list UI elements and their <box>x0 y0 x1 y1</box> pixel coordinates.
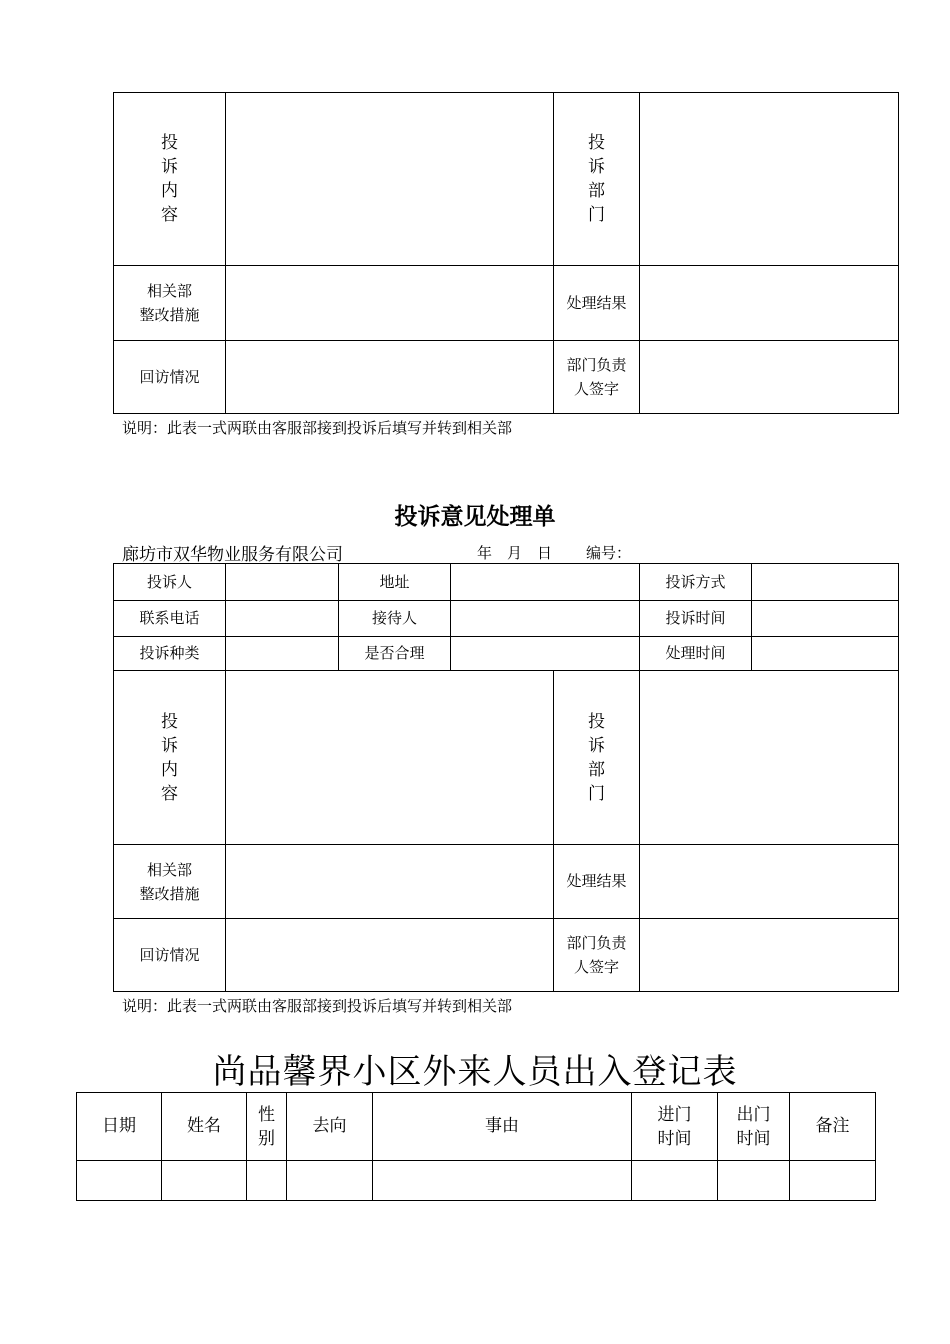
complaint-detail-table <box>113 670 899 992</box>
complaint-form-top-table <box>113 92 899 414</box>
complaint-time-label: 投诉时间 <box>640 601 752 637</box>
header-gender: 性 别 <box>247 1093 287 1161</box>
remarks-cell[interactable] <box>790 1161 876 1201</box>
header-remarks: 备注 <box>790 1093 876 1161</box>
result-field[interactable] <box>640 845 899 919</box>
followup-field[interactable] <box>226 341 554 414</box>
result-label: 处理结果 <box>554 266 640 341</box>
complainant-field[interactable] <box>226 564 339 601</box>
rectify-field[interactable] <box>226 845 554 919</box>
followup-field[interactable] <box>226 919 554 992</box>
header-destination: 去向 <box>287 1093 373 1161</box>
complaint-type-field[interactable] <box>226 637 339 671</box>
in-time-cell[interactable] <box>632 1161 718 1201</box>
header-reason: 事由 <box>373 1093 632 1161</box>
complaint-dept-field[interactable] <box>640 93 899 266</box>
reason-cell[interactable] <box>373 1161 632 1201</box>
complaint-type-label: 投诉种类 <box>114 637 226 671</box>
complaint-content-field[interactable] <box>226 671 554 845</box>
rectify-field[interactable] <box>226 266 554 341</box>
phone-field[interactable] <box>226 601 339 637</box>
complaint-dept-label: 投诉部门 <box>554 93 640 266</box>
handle-time-label: 处理时间 <box>640 637 752 671</box>
register-title: 尚品馨界小区外来人员出入登记表 <box>212 1052 738 1092</box>
visitor-register-table <box>76 1092 876 1201</box>
complainant-label: 投诉人 <box>114 564 226 601</box>
form-note: 说明：此表一式两联由客服部接到投诉后填写并转到相关部 <box>122 997 513 1015</box>
sign-label: 部门负责 人签字 <box>554 341 640 414</box>
number-label: 编号： <box>586 544 632 562</box>
reasonable-label: 是否合理 <box>339 637 451 671</box>
handle-time-field[interactable] <box>752 637 899 671</box>
receptionist-label: 接待人 <box>339 601 451 637</box>
gender-cell[interactable] <box>247 1161 287 1201</box>
followup-label: 回访情况 <box>114 919 226 992</box>
complaint-content-label: 投诉内容 <box>114 671 226 845</box>
complaint-content-field[interactable] <box>226 93 554 266</box>
rectify-label: 相关部 整改措施 <box>114 266 226 341</box>
sign-field[interactable] <box>640 919 899 992</box>
rectify-label: 相关部 整改措施 <box>114 845 226 919</box>
receptionist-field[interactable] <box>451 601 640 637</box>
destination-cell[interactable] <box>287 1161 373 1201</box>
out-time-cell[interactable] <box>718 1161 790 1201</box>
result-label: 处理结果 <box>554 845 640 919</box>
address-field[interactable] <box>451 564 640 601</box>
header-name: 姓名 <box>162 1093 247 1161</box>
sign-label: 部门负责 人签字 <box>554 919 640 992</box>
company-name: 廊坊市双华物业服务有限公司 <box>122 545 343 565</box>
complaint-info-table <box>113 563 899 671</box>
complaint-time-field[interactable] <box>752 601 899 637</box>
table-row <box>77 1161 876 1201</box>
complaint-dept-label: 投诉部门 <box>554 671 640 845</box>
complaint-content-label: 投诉内容 <box>114 93 226 266</box>
sign-field[interactable] <box>640 341 899 414</box>
header-out-time: 出门 时间 <box>718 1093 790 1161</box>
complaint-method-field[interactable] <box>752 564 899 601</box>
phone-label: 联系电话 <box>114 601 226 637</box>
date-fields: 年 月 日 <box>477 544 553 562</box>
result-field[interactable] <box>640 266 899 341</box>
form-note: 说明：此表一式两联由客服部接到投诉后填写并转到相关部 <box>122 419 513 437</box>
complaint-dept-field[interactable] <box>640 671 899 845</box>
date-cell[interactable] <box>77 1161 162 1201</box>
reasonable-field[interactable] <box>451 637 640 671</box>
complaint-method-label: 投诉方式 <box>640 564 752 601</box>
name-cell[interactable] <box>162 1161 247 1201</box>
form-title: 投诉意见处理单 <box>394 503 556 530</box>
followup-label: 回访情况 <box>114 341 226 414</box>
header-in-time: 进门 时间 <box>632 1093 718 1161</box>
address-label: 地址 <box>339 564 451 601</box>
header-date: 日期 <box>77 1093 162 1161</box>
